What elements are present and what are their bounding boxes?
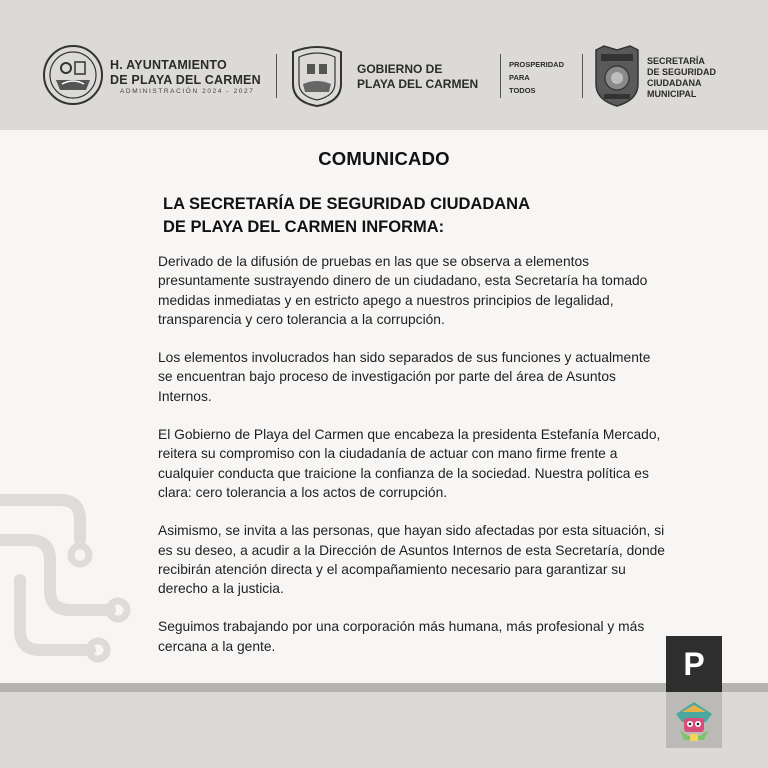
header-divider bbox=[582, 54, 583, 98]
document-body bbox=[158, 252, 668, 675]
slogan-line1: PROSPERIDAD bbox=[509, 60, 565, 69]
ayuntamiento-title-line2: DE PLAYA DEL CARMEN bbox=[110, 73, 261, 87]
bottom-band bbox=[0, 683, 768, 692]
ayuntamiento-title-line1: H. AYUNTAMIENTO bbox=[110, 58, 227, 72]
document-title: COMUNICADO bbox=[318, 148, 450, 169]
header-divider bbox=[276, 54, 277, 98]
secretaria-title bbox=[647, 56, 716, 100]
ayuntamiento-title bbox=[110, 58, 261, 88]
secretaria-title-line2: DE SEGURIDAD bbox=[647, 67, 717, 77]
secretaria-title-line3: CIUDADANA bbox=[647, 78, 702, 88]
document-subtitle bbox=[163, 193, 633, 239]
paragraph: Derivado de la difusión de pruebas en las que se observa a elementos presuntamente sustrayendo dinero de un ciudadano, esta Secretaría ha tomado medidas inmediatas y en estricto apego a nuestros principios de legalidad, transparencia y cero tolerancia a la corrupción. bbox=[158, 254, 648, 327]
document-subtitle-line1: LA SECRETARÍA DE SEGURIDAD CIUDADANA bbox=[163, 195, 530, 213]
gobierno-title bbox=[357, 62, 478, 92]
p-logo-badge: P bbox=[666, 636, 722, 692]
paragraph: Los elementos involucrados han sido separados de sus funciones y actualmente se encuentran bajo proceso de investigación por parte del área de Asuntos Internos. bbox=[158, 350, 651, 404]
paragraph: Asimismo, se invita a las personas, que hayan sido afectadas por esta situación, si es su deseo, a acudir a la Dirección de Asuntos Internos de esta Secretaría, donde recibirán atención directa y el acompañamiento necesario para garantizar su derecho a la justicia. bbox=[158, 523, 665, 597]
gobierno-seal-icon bbox=[287, 44, 347, 108]
gobierno-title-line1: GOBIERNO DE bbox=[357, 62, 443, 76]
paragraph: Seguimos trabajando por una corporación más humana, más profesional y más cercana a la gente. bbox=[158, 619, 645, 654]
secretaria-title-line4: MUNICIPAL bbox=[647, 89, 697, 99]
slogan-line3: TODOS bbox=[509, 86, 536, 95]
ayuntamiento-administration: ADMINISTRACIÓN 2024 - 2027 bbox=[120, 88, 255, 95]
mascot-logo bbox=[666, 692, 722, 748]
police-badge-icon bbox=[592, 44, 642, 108]
slogan-text bbox=[509, 58, 564, 97]
mascot-icon bbox=[666, 692, 722, 748]
circuit-decoration-icon bbox=[0, 480, 140, 680]
footer-bar bbox=[0, 692, 768, 768]
ayuntamiento-seal-icon bbox=[42, 44, 104, 106]
header-divider bbox=[500, 54, 501, 98]
slogan-line2: PARA bbox=[509, 73, 530, 82]
document-subtitle-line2: DE PLAYA DEL CARMEN INFORMA: bbox=[163, 218, 445, 236]
header-bar bbox=[0, 0, 768, 130]
gobierno-title-line2: PLAYA DEL CARMEN bbox=[357, 77, 479, 91]
secretaria-title-line1: SECRETARÍA bbox=[647, 56, 705, 66]
paragraph: El Gobierno de Playa del Carmen que encabeza la presidenta Estefanía Mercado, reitera su compromiso con la ciudadanía de actuar con mano firme frente a cualquier conducta que traicione la confianza de la sociedad. Nuestra política es clara: cero tolerancia a los actos de corrupción. bbox=[158, 427, 661, 500]
